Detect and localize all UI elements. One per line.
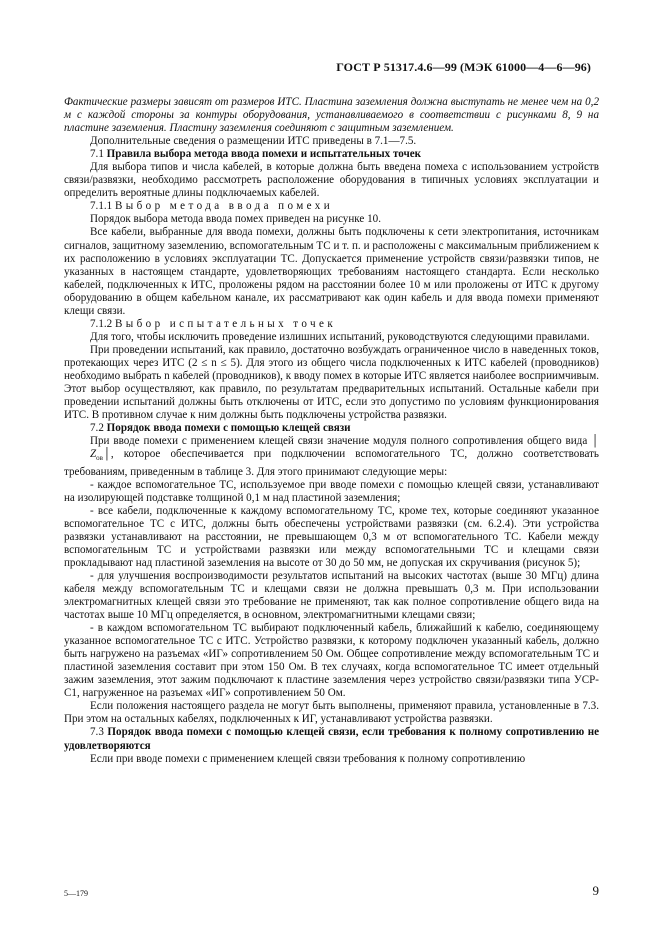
standard-header: ГОСТ Р 51317.4.6—99 (МЭК 61000—4—6—96) <box>336 60 591 74</box>
paragraph-7-1-2-a: Для того, чтобы исключить проведение излишних испытаний, руководствуются следующими правилами. <box>90 330 590 343</box>
paragraph-7-1-1-b: Все кабели, выбранные для ввода помехи, должны быть подключены к сети электропитания, источникам сигналов, защитному заземлению, вспомогательным ТС и т. п. и расположены с максимальным приближением к их расположению в условиях эксплуатации ТС. Допускается применение устройств связи/развязки типов, не указанных в настоящем стандарте, удовлетворяющих требованиям настоящего стандарта. Если несколько кабелей, подключенных к ИТС, проложены рядом на расстоянии более 10 м или проложены от ИТС к другому оборудованию в общем кабельном канале, их рассматривают как один кабель и для ввода помехи применяют клещи связи. <box>64 226 599 317</box>
section-number: 7.2 <box>90 422 104 435</box>
section-number: 7.3 <box>90 726 104 739</box>
document-body <box>64 96 599 766</box>
paragraph-7-1-1-a: Порядок выбора метода ввода помех приведен на рисунке 10. <box>90 213 381 226</box>
section-7-3-heading <box>64 726 599 752</box>
page-number: 9 <box>592 883 599 898</box>
section-title: Выбор испытательных точек <box>114 317 337 330</box>
bullet-item: - каждое вспомогательное ТС, используемое при вводе помехи с помощью клещей связи, устанавливают на изолирующей подставке толщиной 0,1 м над пластиной заземления; <box>64 478 599 504</box>
paragraph-7-1: Для выбора типов и числа кабелей, в которые должна быть введена помеха с использованием устройств связи/развязки, необходимо рассмотреть расположение оборудования в типичных условиях эксплуатации и определить вероятные длины подключаемых кабелей. <box>64 161 599 200</box>
section-7-1-2-heading <box>64 318 599 331</box>
bullet-item: - все кабели, подключенные к каждому вспомогательному ТС, кроме тех, которые соединяют указанное вспомогательное ТС с ИТС, должны быть обеспечены устройствами развязки (см. 6.2.4). Эти устройства развязки устанавливают на расстоянии, не превышающем 0,3 м от вспомогательного ТС. Кабели между вспомогательным ТС и устройствами развязки или между вспомогательными ТС и клещами связи прокладывают над пластиной заземления на высоте от 30 до 50 мм, не допуская их скручивания (рисунок 5); <box>64 504 599 569</box>
print-code: 5—179 <box>64 889 88 898</box>
section-7-1-1-heading <box>64 200 599 213</box>
z-symbol: $Z_{ов}$ <box>90 448 103 463</box>
section-title: Выбор метода ввода помехи <box>114 200 334 213</box>
paragraph-7-3: Если при вводе помехи с применением клещей связи требования к полному сопротивлению <box>90 752 526 765</box>
bullet-item: - в каждом вспомогательном ТС выбирают подключенный кабель, ближайший к кабелю, соединяющему указанное вспомогательное ТС с ИТС. Устройство развязки, к которому подключен указанный кабель, должно быть нагружено на разъемах «ИГ» сопротивлением 50 Ом. Общее сопротивление между вспомогательным ТС и пластиной заземления составит при этом 150 Ом. В тех случаях, когда вспомогательное ТС имеет отдельный зажим заземления, этот зажим подключают к пластине заземления через устройство связи/развязки типа УСР-С1, нагруженное на разъемах «ИГ» сопротивлением 50 Ом. <box>64 622 599 700</box>
paragraph-7-2-a: При вводе помехи с применением клещей связи значение модуля полного сопротивления общего вида $│Z_{ов}│$, которое обеспечивается при подключении вспомогательного ТС, должно соответствовать требованиям, приведенным в таблице 3. Для этого принимают следующие меры: <box>64 435 599 478</box>
section-7-2-heading <box>64 422 599 435</box>
section-title: Порядок ввода помехи с помощью клещей связи, если требования к полному сопротивлению не удовлетворяются <box>64 726 600 752</box>
paragraph-7-2-b: Если положения настоящего раздела не могут быть выполнены, применяют правила, установленные в 7.3. При этом на остальных кабелях, подключенных к ИГ, устанавливают устройства развязки. <box>64 700 599 726</box>
section-title: Порядок ввода помехи с помощью клещей связи <box>106 422 351 435</box>
italic-note: Фактические размеры зависят от размеров ИТС. Пластина заземления должна выступать не менее чем на 0,2 м с каждой стороны за контуры оборудования, устанавливаемого в соответствии с рисунками 8, 9 на пластине заземления. Пластину заземления соединяют с защитным заземлением. <box>64 96 599 135</box>
section-7-1-heading <box>64 148 599 161</box>
bullet-item: - для улучшения воспроизводимости результатов испытаний на высоких частотах (выше 30 МГц) длина кабеля между вспомогательным ТС и клещами связи не должна превышать 0,3 м. При использовании электромагнитных клещей связи это требование не применяют, так как полное сопротивление общего вида на частотах выше 10 МГц определяется, в основном, электромагнитными клещами связи; <box>64 569 599 622</box>
section-number: 7.1.1 <box>90 200 113 213</box>
section-title: Правила выбора метода ввода помехи и испытательных точек <box>106 148 422 161</box>
paragraph-additional: Дополнительные сведения о размещении ИТС приведены в 7.1—7.5. <box>90 135 417 148</box>
paragraph-7-1-2-b: При проведении испытаний, как правило, достаточно возбуждать ограниченное число в наведенных токов, протекающих через ИТС (2 ≤ n ≤ 5). Для этого из общего числа подключенных к ИТС кабелей (проводников) необходимо выбрать n кабелей (проводников), к вводу помех в которые ИТС является наиболее восприимчивым. Этот выбор осуществляют, как правило, по результатам предварительных испытаний. Остальные кабели при проведении испытаний должны быть отключены от ИТС, если это допустимо по условиям функционирования ИТС. В противном случае к ним должны быть подключены устройства развязки. <box>64 343 599 422</box>
section-number: 7.1.2 <box>90 317 113 330</box>
section-number: 7.1 <box>90 148 104 161</box>
